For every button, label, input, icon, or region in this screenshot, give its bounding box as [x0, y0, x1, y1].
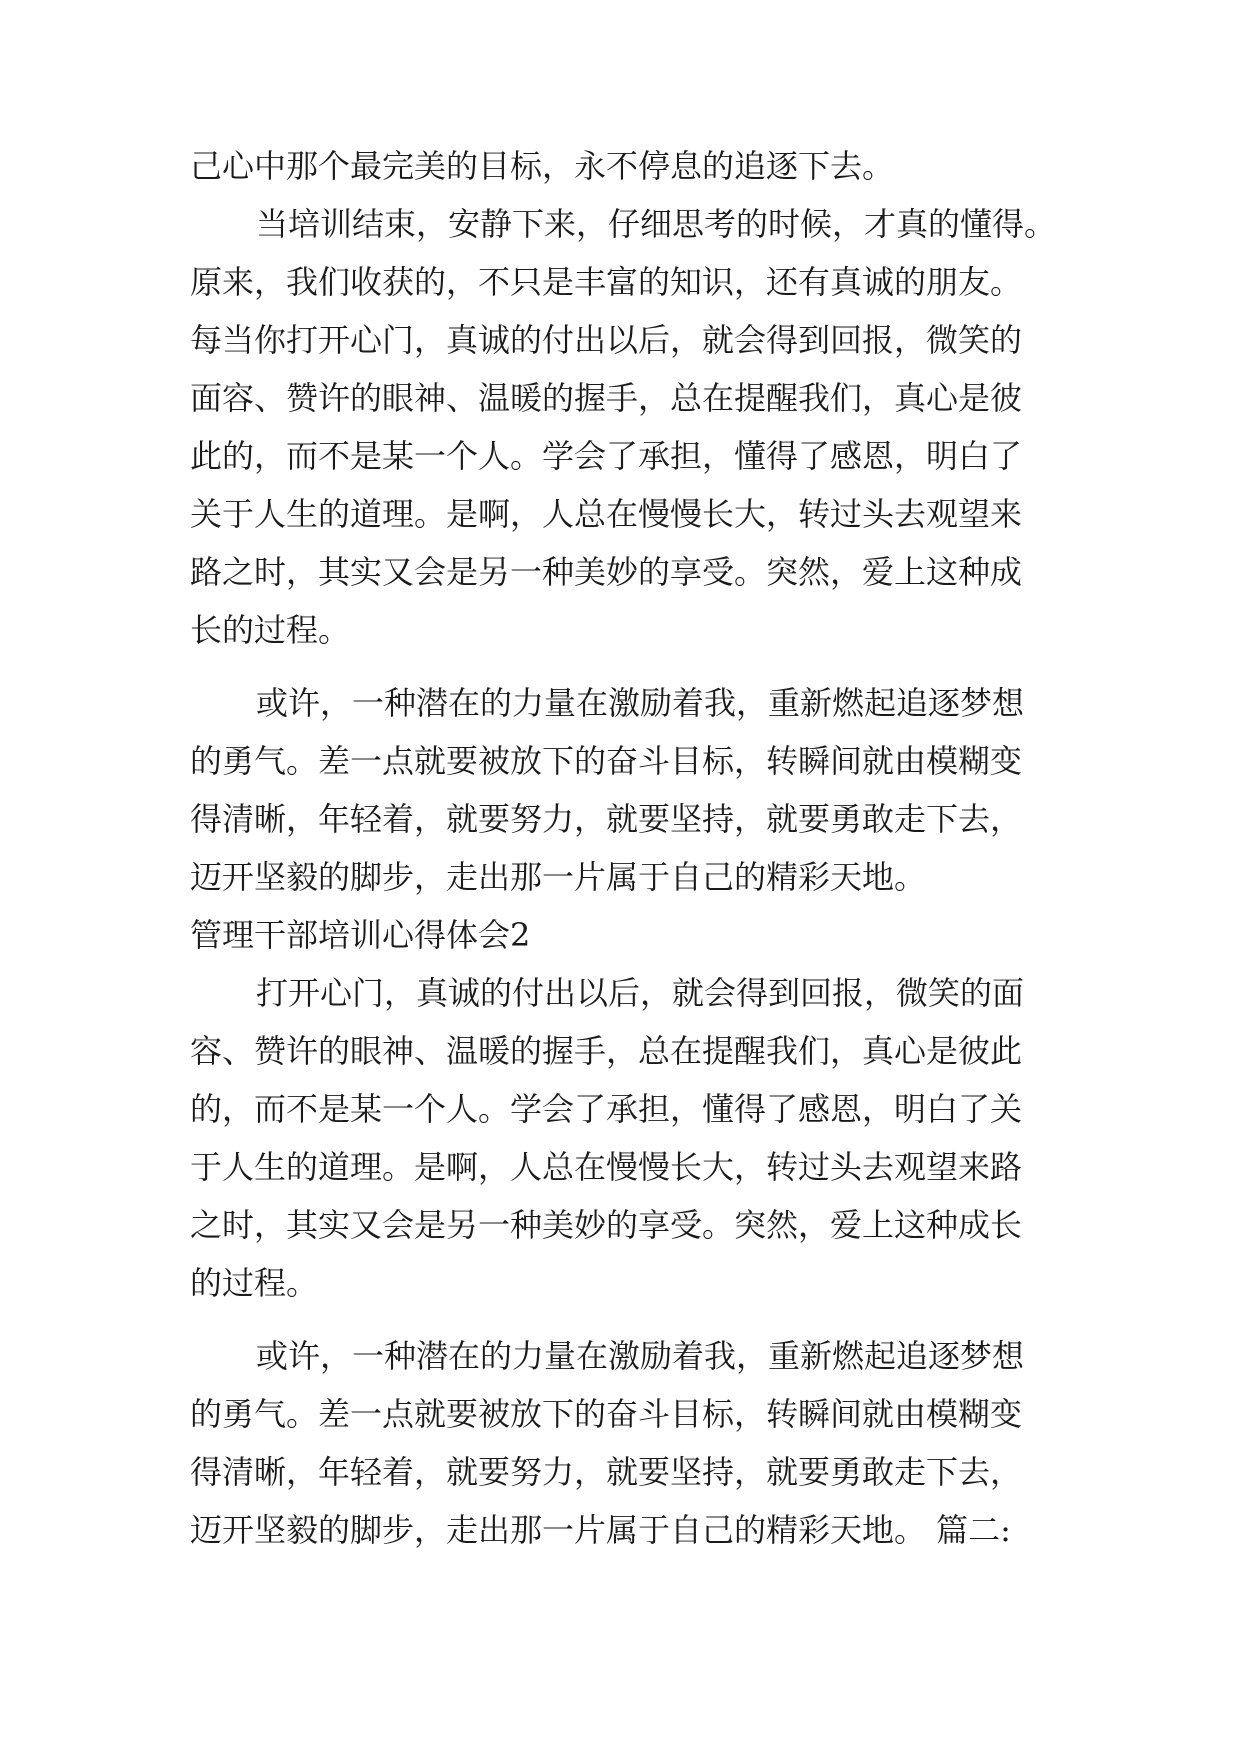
- text-line: 此的，而不是某一个人。学会了承担，懂得了感恩，明白了: [190, 437, 1023, 475]
- text-line: 关于人生的道理。是啊，人总在慢慢长大，转过头去观望来: [190, 495, 1023, 533]
- text-line: 之时，其实又会是另一种美妙的享受。突然，爱上这种成长: [190, 1206, 1023, 1244]
- paragraph-first-line: 当培训结束，安静下来，仔细思考的时候，才真的懂得。: [256, 205, 1057, 243]
- text-line: 迈开坚毅的脚步，走出那一片属于自己的精彩天地。 篇二:: [190, 1511, 1011, 1549]
- paragraph-first-line: 打开心门，真诚的付出以后，就会得到回报，微笑的面: [256, 974, 1025, 1012]
- text-line: 得清晰，年轻着，就要努力，就要坚持，就要勇敢走下去，: [190, 1453, 1023, 1491]
- section-heading: 管理干部培训心得体会2: [190, 916, 531, 954]
- text-line: 的勇气。差一点就要被放下的奋斗目标，转瞬间就由模糊变: [190, 742, 1023, 780]
- text-line: 的勇气。差一点就要被放下的奋斗目标，转瞬间就由模糊变: [190, 1395, 1023, 1433]
- paragraph-first-line: 或许，一种潜在的力量在激励着我，重新燃起追逐梦想: [256, 684, 1025, 722]
- paragraph-first-line: 或许，一种潜在的力量在激励着我，重新燃起追逐梦想: [256, 1337, 1025, 1375]
- text-line: 路之时，其实又会是另一种美妙的享受。突然，爱上这种成: [190, 553, 1023, 591]
- text-line: 的，而不是某一个人。学会了承担，懂得了感恩，明白了关: [190, 1090, 1023, 1128]
- text-line: 的过程。: [190, 1264, 319, 1302]
- text-line: 长的过程。: [190, 611, 351, 649]
- text-line: 迈开坚毅的脚步，走出那一片属于自己的精彩天地。: [190, 858, 927, 896]
- text-line: 每当你打开心门，真诚的付出以后，就会得到回报，微笑的: [190, 321, 1023, 359]
- text-line: 原来，我们收获的，不只是丰富的知识，还有真诚的朋友。: [190, 263, 1023, 301]
- text-line: 得清晰，年轻着，就要努力，就要坚持，就要勇敢走下去，: [190, 800, 1023, 838]
- text-line: 于人生的道理。是啊，人总在慢慢长大，转过头去观望来路: [190, 1148, 1023, 1186]
- text-line: 己心中那个最完美的目标，永不停息的追逐下去。: [190, 147, 895, 185]
- text-line: 面容、赞许的眼神、温暖的握手，总在提醒我们，真心是彼: [190, 379, 1023, 417]
- text-line: 容、赞许的眼神、温暖的握手，总在提醒我们，真心是彼此: [190, 1032, 1023, 1070]
